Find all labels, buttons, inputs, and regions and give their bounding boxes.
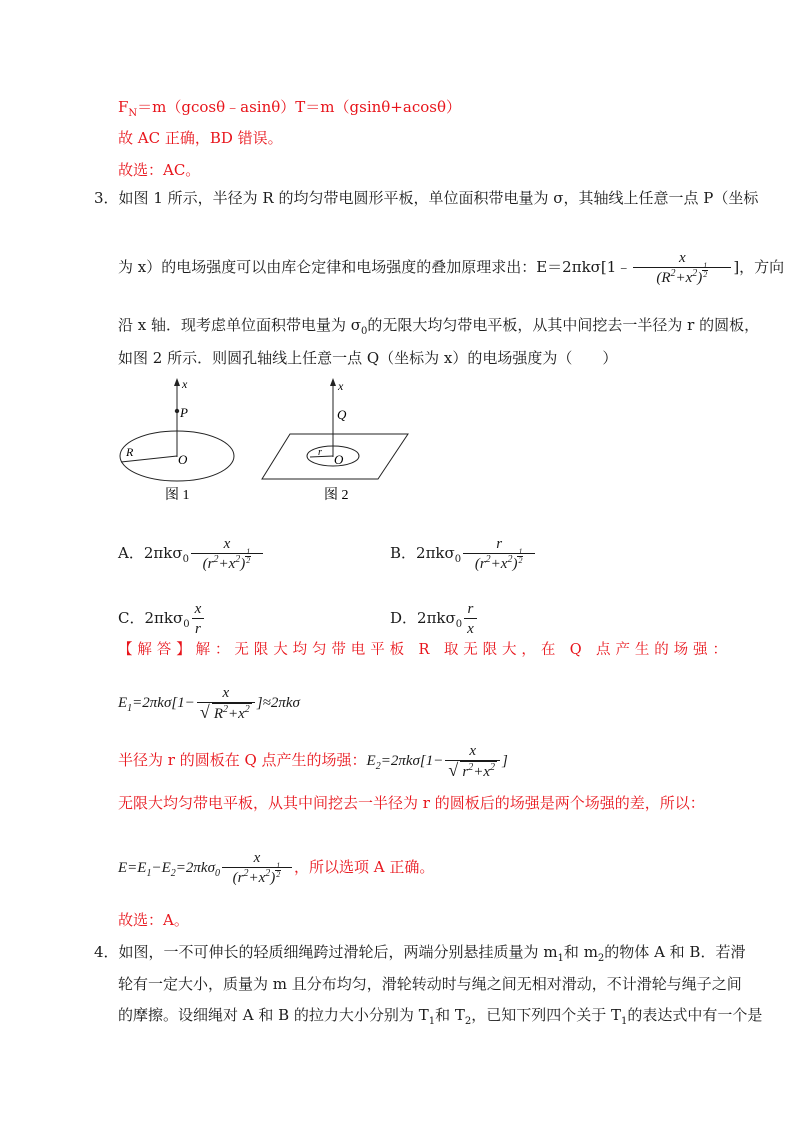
point-p-label: P xyxy=(180,405,188,420)
radius-label: R xyxy=(126,445,134,459)
axis-x-label: x xyxy=(338,379,344,393)
option-d-label: D． xyxy=(390,609,418,627)
coef: 2πkσ xyxy=(416,544,455,562)
q4-text-3d: 的表达式中有一个是 xyxy=(627,1006,763,1024)
q3-text-3a: 沿 x 轴．现考虑单位面积带电量为 σ xyxy=(118,316,362,334)
q3-line3 xyxy=(118,315,759,335)
figure-2 xyxy=(258,372,413,507)
e2-line xyxy=(118,740,508,782)
q3-text-3b: 的无限大均匀带电平板，从其中间挖去一半径为 r 的圆板， xyxy=(367,316,760,334)
final-conclusion: ，所以选项 A 正确。 xyxy=(293,858,435,876)
e2-formula: $E_2=2\pi k\sigma[1-$ x √ $r^2+x^2$ ] xyxy=(366,742,508,780)
option-c-label: C． xyxy=(118,609,145,627)
option-c[interactable]: C．2πkσ$_0$ $\frac{x}{r}$ xyxy=(118,598,206,639)
q4-line3: 的摩擦。设细绳对 A 和 B 的拉力大小分别为 $T_1$和 $T_2$，已知下列四个关于 $T_1$的表达式中有一个是 xyxy=(118,1006,763,1027)
point-p-dot xyxy=(175,409,179,413)
prev-formula-line xyxy=(118,97,461,117)
prev-answer: 故选：AC。 xyxy=(118,161,201,179)
q4-text-1a: 如图，一不可伸长的轻质细绳跨过滑轮后，两端分别悬挂质量为 m xyxy=(118,943,558,961)
coef: 2πkσ xyxy=(417,609,456,627)
frac-num: x xyxy=(633,249,731,268)
origin-label: O xyxy=(334,452,344,467)
frac-den: $(R^2+x^2)$ $\frac{1}{2}$ xyxy=(656,260,708,286)
option-d[interactable]: D．2πkσ$_0$ $\frac{r}{x}$ xyxy=(390,598,479,639)
option-b[interactable]: B．2πkσ$_0$ r $(r^2+x^2)$ $\frac{1}{2}$ xyxy=(390,533,537,574)
q4-line2: 轮有一定大小，质量为 m 且分布均匀，滑轮转动时与绳之间无相对滑动，不计滑轮与绳子之间 xyxy=(118,975,742,993)
option-d-fraction: $\frac{r}{x}$ xyxy=(464,600,477,639)
q3-text-2b: ]，方向 xyxy=(733,258,785,276)
solution-heading: 【解答】解：无限大均匀带电平板 R 取无限大，在 Q 点产生的场强： xyxy=(118,642,732,658)
q4-text-1b: 和 m xyxy=(563,943,598,961)
figure-2-caption: 图 2 xyxy=(324,488,349,503)
q3-line1 xyxy=(94,188,758,208)
q4-text-3c: ，已知下列四个关于 T xyxy=(471,1006,622,1024)
option-a-label: A． xyxy=(118,544,144,562)
q4-text-3a: 的摩擦。设细绳对 A 和 B 的拉力大小分别为 T xyxy=(118,1006,429,1024)
e1-fraction: x √ $R^2+x^2$ xyxy=(197,684,255,724)
coef: 2πkσ xyxy=(143,544,183,562)
axis-x-label: x xyxy=(182,377,188,391)
figure-1-caption: 图 1 xyxy=(165,488,190,503)
q4-text-3b: 和 T xyxy=(435,1006,465,1024)
prev-conclusion: 故 AC 正确，BD 错误。 xyxy=(118,129,283,147)
figure-1 xyxy=(110,372,245,507)
force-subscript: N xyxy=(128,108,138,119)
q4-line1: 4．如图，一不可伸长的轻质细绳跨过滑轮后，两端分别悬挂质量为 $m_1$和 $m_2$的物体 A 和 B．若滑 xyxy=(94,943,746,964)
q4-text-1c: 的物体 A 和 B．若滑 xyxy=(604,943,746,961)
final-formula: $E=E_1-E_2=2\pi k\sigma_0$ x $(r^2+x^2)$ $\frac{1}{2}$ xyxy=(118,860,294,876)
hole-radius-label: r xyxy=(318,447,322,458)
force-symbol: F xyxy=(118,98,129,116)
axis-arrow-icon xyxy=(330,378,336,386)
option-a-fraction: x $(r^2+x^2)$ $\frac{1}{2}$ xyxy=(191,535,263,574)
coef: 2πkσ xyxy=(144,609,184,627)
solution-line3: 无限大均匀带电平板，从其中间挖去一半径为 r 的圆板后的场强是两个场强的差，所以： xyxy=(118,794,705,812)
sigma-subscript: 0 xyxy=(361,326,368,337)
q4-number: 4． xyxy=(94,943,119,961)
q3-line4: 如图 2 所示．则圆孔轴线上任意一点 Q（坐标为 x）的电场强度为（ ） xyxy=(118,349,618,367)
formula-rest: ＝m（gcosθ﹣asinθ）T＝m（gsinθ+acosθ） xyxy=(137,98,461,116)
option-a[interactable]: A．2πkσ$_0$ x $(r^2+x^2)$ $\frac{1}{2}$ xyxy=(118,533,265,574)
solution-answer: 故选：A。 xyxy=(118,911,189,929)
final-formula-line xyxy=(118,845,434,890)
e2-label: 半径为 r 的圆板在 Q 点产生的场强： xyxy=(118,751,367,769)
option-c-fraction: $\frac{x}{r}$ xyxy=(192,600,205,639)
q3-number: 3． xyxy=(94,189,119,207)
origin-label: O xyxy=(178,452,188,467)
e1-formula: $E_1=2\pi k\sigma[1-$ x √ $R^2+x^2$ ]≈2πkσ xyxy=(118,684,300,722)
q3-text-2a: 为 x）的电场强度可以由库仑定律和电场强度的叠加原理求出：E＝2πkσ[1﹣ xyxy=(118,258,632,276)
point-q-label: Q xyxy=(337,407,347,422)
option-b-fraction: r $(r^2+x^2)$ $\frac{1}{2}$ xyxy=(463,535,535,574)
q3-text-1: 如图 1 所示，半径为 R 的均匀带电圆形平板，单位面积带电量为 σ，其轴线上任意一点 P（坐标 xyxy=(118,189,759,207)
field-formula-fraction xyxy=(633,249,731,288)
axis-arrow-icon xyxy=(174,378,180,386)
option-b-label: B． xyxy=(390,544,417,562)
q3-line2 xyxy=(118,247,784,288)
